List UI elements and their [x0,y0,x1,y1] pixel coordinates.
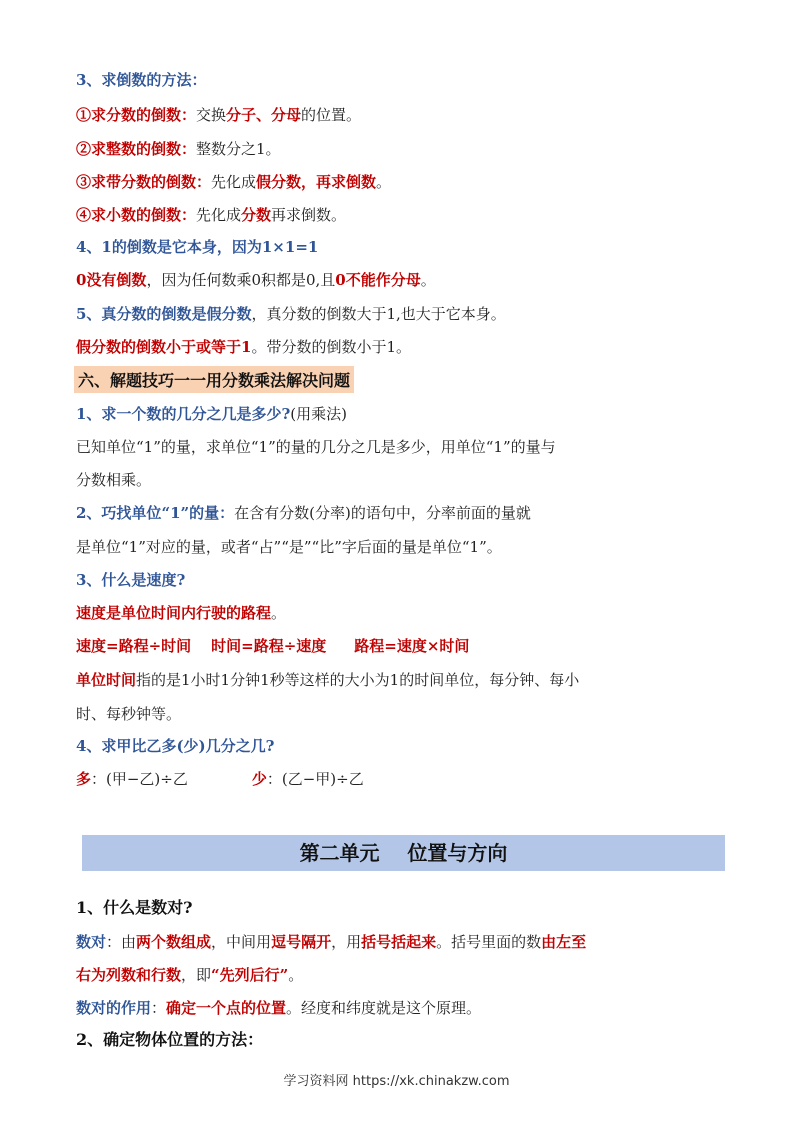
emph: 5、真分数的倒数是假分数 [76,305,252,323]
formula-distance: 路程=速度×时间 [354,637,470,655]
text: ，即 [181,966,212,984]
emph: 逗号隔开 [271,933,332,951]
heading-position-method: 2、确定物体位置的方法： [76,1030,264,1049]
label: ④求小数的倒数： [76,206,197,224]
line-pair-def-2 [76,965,303,985]
line-q1-explain: 已知单位“1”的量，求单位“1”的量的几分之几是多少，用单位“1”的量与 [76,438,556,456]
emph: 两个数组成 [136,933,212,951]
text: ，真分数的倒数大于1,也大于它本身。 [251,305,506,323]
line-q2-explain: 是单位“1”对应的量，或者“占”“是”“比”字后面的量是单位“1”。 [76,538,502,556]
text: ： [151,999,167,1017]
text: ，用 [331,933,362,951]
text: 。 [420,271,436,289]
hint: (用乘法) [290,405,347,423]
text: 。经度和纬度就是这个原理。 [286,999,482,1017]
text: 。 [376,173,392,191]
text: 交换 [196,106,227,124]
question: 1、求一个数的几分之几是多少? [76,405,291,423]
line-decimal-reciprocal [76,205,346,225]
line-q2 [76,503,531,523]
line-improper-fraction [76,337,411,357]
formula-time: 时间=路程÷速度 [211,637,327,655]
text: 。括号里面的数 [436,933,542,951]
line-zero-reciprocal [76,270,436,290]
text: 在含有分数(分率)的语句中，分率前面的量就 [234,504,531,522]
label-more: 多 [76,770,92,788]
text: 指的是1小时1分钟1秒等这样的大小为1的时间单位，每分钟、每小 [136,671,580,689]
section-title: 六、解题技巧一一用分数乘法解决问题 [74,366,354,393]
line-q3: 3、什么是速度? [76,571,186,589]
text: 先化成 [196,206,242,224]
emph: “先列后行” [211,966,289,984]
label: ③求带分数的倒数： [76,173,212,191]
term: 数对 [76,933,107,951]
formula-more: ：(甲−乙)÷乙 [91,770,188,788]
emph: 分子、分母 [226,106,302,124]
line-more-less [76,769,364,789]
emph: 括号括起来 [361,933,437,951]
line-unit-time [76,670,579,690]
text: 的位置。 [301,106,362,124]
line-unit-time-2: 时、每秒钟等。 [76,705,182,723]
line-one-reciprocal: 4、1的倒数是它本身，因为1×1=1 [76,238,319,256]
line-pair-def [76,932,586,952]
line-mixed-reciprocal [76,172,391,192]
emph: 0没有倒数 [76,271,147,289]
text: 整数分之1。 [196,140,281,158]
emph: 确定一个点的位置 [166,999,287,1017]
formula-speed: 速度=路程÷时间 [76,637,192,655]
emph: 单位时间 [76,671,137,689]
line-fraction-reciprocal [76,105,361,125]
line-formulas [76,636,469,656]
text: ：由 [106,933,137,951]
footer-source: 学习资料网 https://xk.chinakzw.com [283,1074,510,1089]
label: ②求整数的倒数： [76,140,197,158]
text: 。带分数的倒数小于1。 [251,338,411,356]
question: 2、巧找单位“1”的量： [76,504,235,522]
emph: 分数 [241,206,272,224]
term: 数对的作用 [76,999,152,1017]
emph: 由左至 [541,933,587,951]
formula-less: ：(乙−甲)÷乙 [266,770,364,788]
emph: 右为列数和行数 [76,966,182,984]
line-q1-explain-2: 分数相乘。 [76,471,152,489]
text: 再求倒数。 [271,206,347,224]
unit-title-bar: 第二单元 位置与方向 [82,835,725,871]
heading-reciprocal-method: 3、求倒数的方法： [76,71,207,89]
line-integer-reciprocal [76,139,281,159]
line-q4: 4、求甲比乙多(少)几分之几? [76,737,275,755]
line-proper-fraction [76,304,506,324]
heading-number-pair: 1、什么是数对? [76,898,193,917]
text: 先化成 [211,173,257,191]
label-less: 少 [251,770,267,788]
emph: 速度是单位时间内行驶的路程 [76,604,272,622]
text: 。 [271,604,287,622]
text: ，中间用 [211,933,272,951]
text: 。 [288,966,304,984]
emph: 假分数的倒数小于或等于1 [76,338,252,356]
line-pair-use [76,998,481,1018]
text: ，因为任何数乘0积都是0,且 [146,271,336,289]
emph: 0不能作分母 [335,271,421,289]
emph: 假分数，再求倒数 [256,173,377,191]
line-speed-def [76,603,286,623]
label: ①求分数的倒数： [76,106,197,124]
line-q1 [76,404,347,424]
